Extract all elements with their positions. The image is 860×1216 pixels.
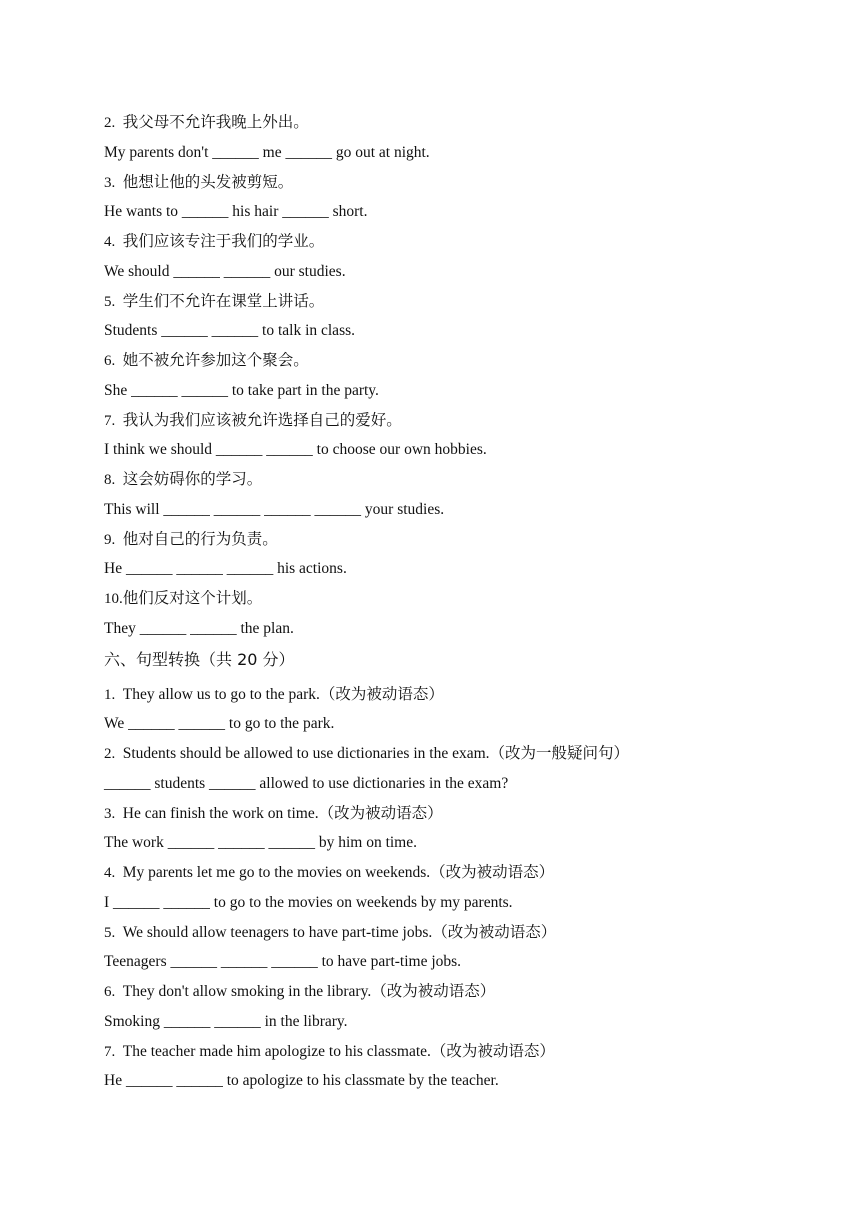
section-heading: 六、句型转换（共 20 分） [104, 649, 295, 669]
translation-prompt-10: 10.他们反对这个计划。 [104, 589, 263, 607]
translation-prompt-4: 4. 我们应该专注于我们的学业。 [104, 232, 325, 250]
transform-prompt-7: 7. The teacher made him apologize to his classmate.（改为被动语态） [104, 1041, 555, 1060]
transform-prompt-2: 2. Students should be allowed to use dictionaries in the exam.（改为一般疑问句） [104, 744, 630, 762]
translation-list [104, 108, 804, 644]
translation-prompt-9: 9. 他对自己的行为负责。 [104, 529, 278, 548]
transform-answer-4: I ______ ______ to go to the movies on weekends by my parents. [104, 893, 513, 911]
transform-prompt-3: 3. He can finish the work on time.（改为被动语态） [104, 803, 443, 822]
translation-answer-7: I think we should ______ ______ to choose our own hobbies. [104, 441, 487, 459]
worksheet-page [104, 108, 804, 1096]
translation-prompt-7: 7. 我认为我们应该被允许选择自己的爱好。 [104, 410, 402, 429]
translation-answer-5: Students ______ ______ to talk in class. [104, 322, 356, 340]
translation-prompt-8: 8. 这会妨碍你的学习。 [104, 470, 263, 488]
translation-answer-10: They ______ ______ the plan. [104, 619, 294, 637]
transform-answer-6: Smoking ______ ______ in the library. [104, 1012, 348, 1030]
translation-answer-8: This will ______ ______ ______ ______ your studies. [104, 500, 445, 518]
transform-prompt-6: 6. They don't allow smoking in the library.（改为被动语态） [104, 982, 496, 1000]
transform-prompt-5: 5. We should allow teenagers to have part-time jobs.（改为被动语态） [104, 922, 557, 941]
transform-answer-5: Teenagers ______ ______ ______ to have part-time jobs. [104, 953, 462, 971]
translation-answer-2: My parents don't ______ me ______ go out at night. [104, 143, 430, 161]
transform-answer-1: We ______ ______ to go to the park. [104, 715, 335, 733]
translation-answer-6: She ______ ______ to take part in the party. [104, 381, 379, 399]
transform-answer-3: The work ______ ______ ______ by him on time. [104, 834, 417, 852]
translation-answer-4: We should ______ ______ our studies. [104, 262, 346, 280]
transform-prompt-1: 1. They allow us to go to the park.（改为被动语态） [104, 684, 444, 703]
translation-answer-9: He ______ ______ ______ his actions. [104, 560, 347, 578]
transform-answer-2: ______ students ______ allowed to use dictionaries in the exam? [104, 774, 509, 792]
transform-prompt-4: 4. My parents let me go to the movies on weekends.（改为被动语态） [104, 863, 555, 881]
translation-prompt-2: 2. 我父母不允许我晚上外出。 [104, 113, 309, 131]
translation-prompt-5: 5. 学生们不允许在课堂上讲话。 [104, 291, 325, 310]
transform-list [104, 680, 804, 1097]
translation-prompt-3: 3. 他想让他的头发被剪短。 [104, 172, 294, 191]
transform-answer-7: He ______ ______ to apologize to his classmate by the teacher. [104, 1072, 499, 1090]
translation-prompt-6: 6. 她不被允许参加这个聚会。 [104, 351, 309, 369]
translation-answer-3: He wants to ______ his hair ______ short. [104, 203, 368, 221]
